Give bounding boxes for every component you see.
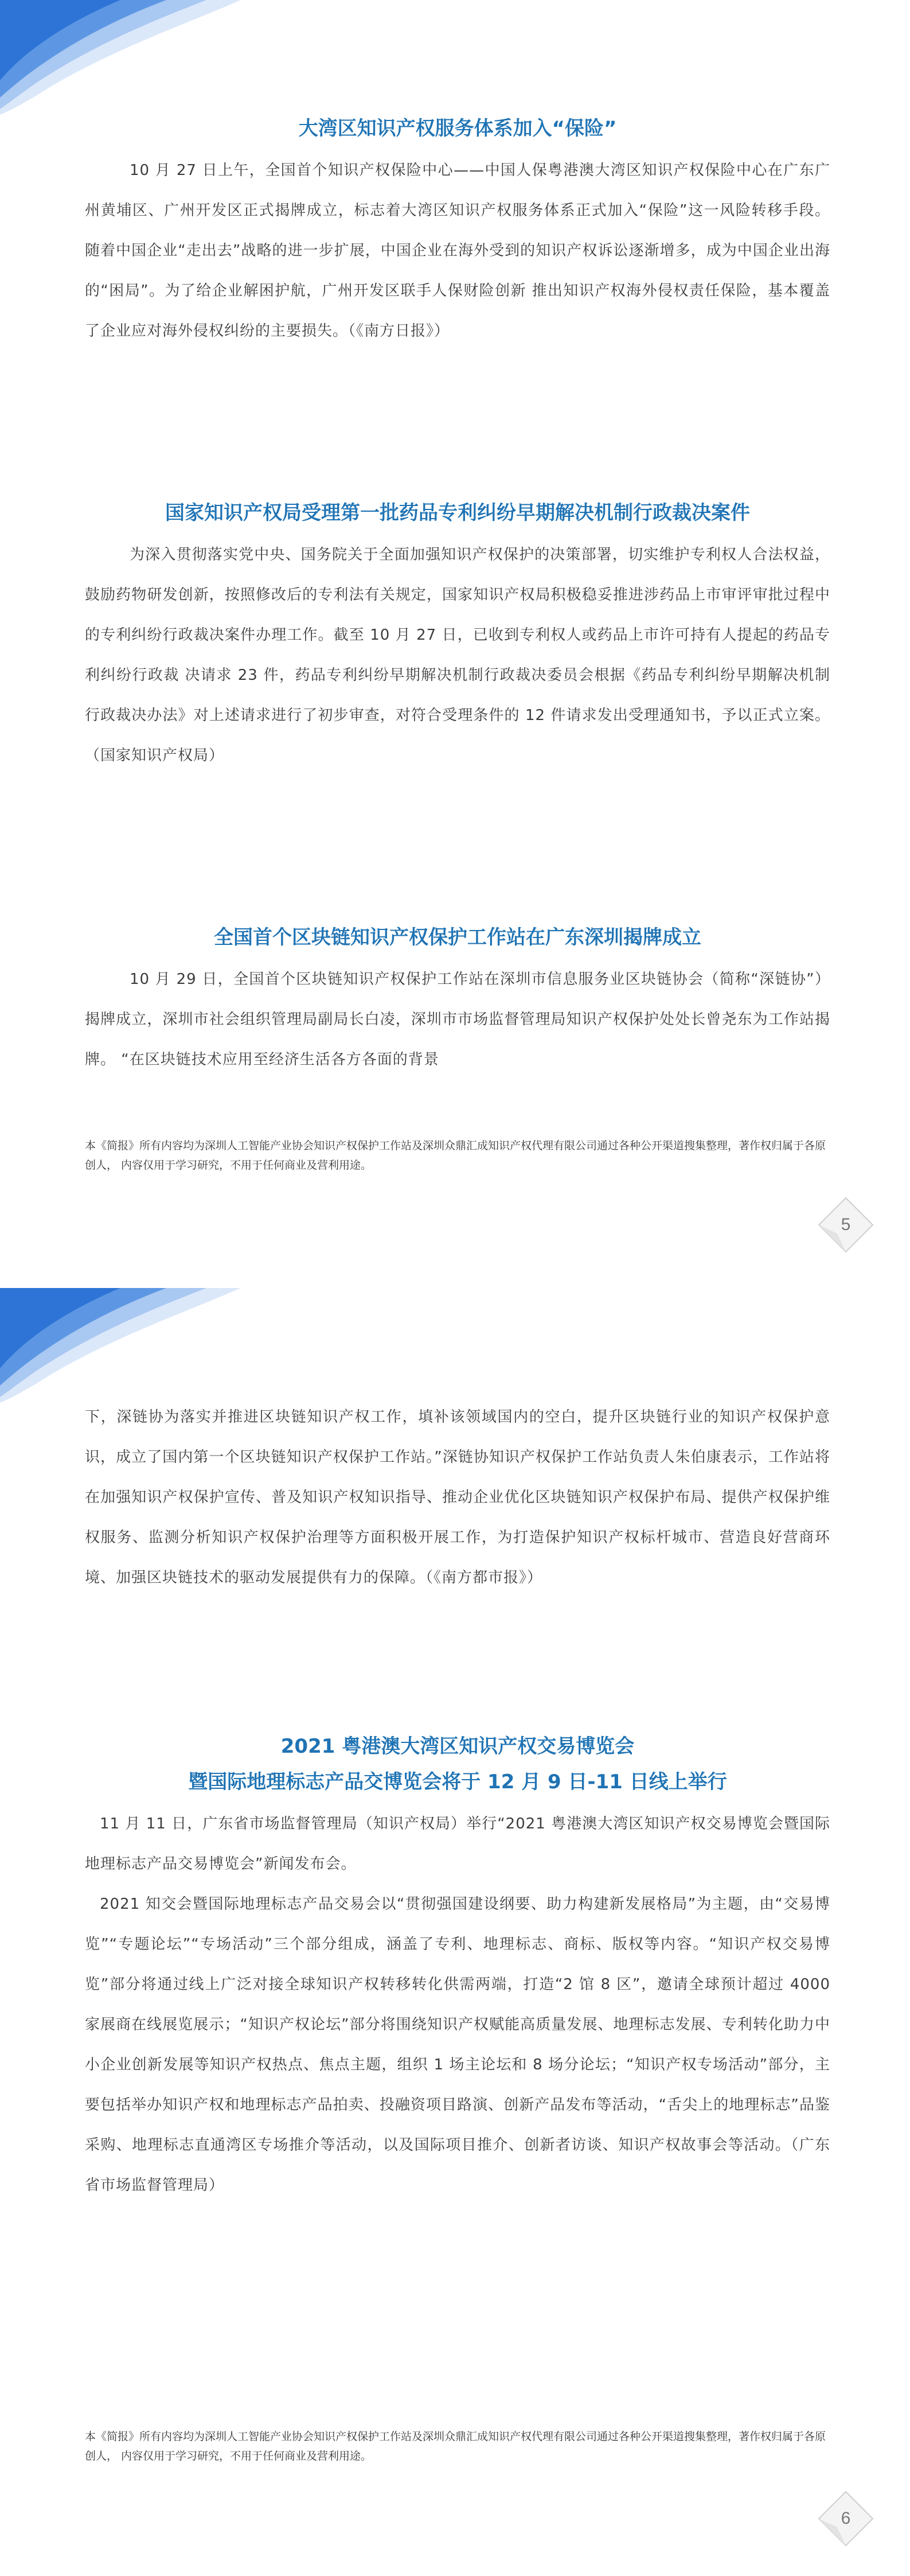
article-paragraph: 10 月 29 日，全国首个区块链知识产权保护工作站在深圳市信息服务业区块链协会（简称“深链协”）揭牌成立，深圳市社会组织管理局副局长白凌，深圳市市场监督管理局知识产权保护处处长曾尧东为工作站揭牌。 “在区块链技术应用至经济生活各方各面的背景: [85, 971, 830, 1068]
disclaimer-text: 本《简报》所有内容均为深圳人工智能产业协会知识产权保护工作站及深圳众鼎汇成知识产权代理有限公司通过各种公开渠道搜集整理，著作权归属于各原创人， 内容仅用于学习研究，不用于任何商业及营利用途。: [85, 2430, 826, 2462]
article-title-line-1: 2021 粤港澳大湾区知识产权交易博览会: [280, 1735, 635, 1758]
article-blockchain-ip-station: [85, 924, 830, 1080]
disclaimer-text: 本《简报》所有内容均为深圳人工智能产业协会知识产权保护工作站及深圳众鼎汇成知识产权代理有限公司通过各种公开渠道搜集整理，著作权归属于各原创人， 内容仅用于学习研究，不用于任何商业及营利用途。: [85, 1139, 826, 1172]
article-gba-ip-expo: [85, 1733, 830, 2205]
page-number: 6: [841, 2509, 851, 2528]
article-drug-patent-ruling: [85, 499, 830, 776]
article-paragraph: 下，深链协为落实并推进区块链知识产权工作，填补该领域国内的空白，提升区块链行业的知识产权保护意识，成立了国内第一个区块链知识产权保护工作站。”深链协知识产权保护工作站负责人朱伯康表示，工作站将在加强知识产权保护宣传、普及知识产权知识指导、推动企业优化区块链知识产权保护布局、提供产权保护维权服务、监测分析知识产权保护治理等方面积极开展工作，为打造保护知识产权标杆城市、营造良好营商环境、加强区块链技术的驱动发展提供有力的保障。（《南方都市报》）: [85, 1408, 830, 1586]
corner-wave-decoration: [0, 0, 264, 115]
page-number: 5: [841, 1215, 851, 1234]
article-paragraph: 10 月 27 日上午，全国首个知识产权保险中心——中国人保粤港澳大湾区知识产权保险中心在广东广州黄埔区、广州开发区正式揭牌成立，标志着大湾区知识产权服务体系正式加入“保险”这一风险转移手段。 随着中国企业“走出去”战略的进一步扩展，中国企业在海外受到的知识产权诉讼逐渐增多，成为中国企业出海的“困局”。为了给企业解困护航，广州开发区联手人保财险创新 推出知识产权海外侵权责任保险，基本覆盖了企业应对海外侵权纠纷的主要损失。（《南方日报》）: [85, 162, 830, 340]
article-title: 大湾区知识产权服务体系加入“保险”: [298, 117, 617, 140]
article-title: 全国首个区块链知识产权保护工作站在广东深圳揭牌成立: [214, 926, 701, 949]
article-blockchain-continuation: [85, 1397, 830, 1598]
article-title-line-2: 暨国际地理标志产品交博览会将于 12 月 9 日-11 日线上举行: [188, 1770, 727, 1793]
article-title: 国家知识产权局受理第一批药品专利纠纷早期解决机制行政裁决案件: [165, 501, 750, 524]
page-number-badge: [814, 1193, 877, 1256]
article-paragraph: 为深入贯彻落实党中央、国务院关于全面加强知识产权保护的决策部署，切实维护专利权人合法权益，鼓励药物研发创新，按照修改后的专利法有关规定，国家知识产权局积极稳妥推进涉药品上市审评审批过程中的专利纠纷行政裁决案件办理工作。截至 10 月 27 日，已收到专利权人或药品上市许可持有人提起的药品专利纠纷行政裁 决请求 23 件，药品专利纠纷早期解决机制行政裁决委员会根据《药品专利纠纷早期解决机制行政裁决办法》对上述请求进行了初步审查，对符合受理条件的 12 件请求发出受理通知书，予以正式立案。（国家知识产权局）: [85, 546, 830, 764]
page-number-badge: [814, 2487, 877, 2550]
page-6: [0, 1288, 910, 2576]
article-ip-insurance: [85, 115, 830, 351]
article-paragraph: 11 月 11 日，广东省市场监督管理局（知识产权局）举行“2021 粤港澳大湾区知识产权交易博览会暨国际地理标志产品交易博览会”新闻发布会。: [85, 1815, 830, 1873]
article-paragraph: 2021 知交会暨国际地理标志产品交易会以“贯彻强国建设纲要、助力构建新发展格局”为主题，由“交易博览”“专题论坛”“专场活动”三个部分组成，涵盖了专利、地理标志、商标、版权等内容。“知识产权交易博览”部分将通过线上广泛对接全球知识产权转移转化供需两端，打造“2 馆 8 区”，邀请全球预计超过 4000 家展商在线展览展示；“知识产权论坛”部分将围绕知识产权赋能高质量发展、地理标志发展、专利转化助力中小企业创新发展等知识产权热点、焦点主题，组织 1 场主论坛和 8 场分论坛；“知识产权专场活动”部分，主要包括举办知识产权和地理标志产品拍卖、投融资项目路演、创新产品发布等活动，“舌尖上的地理标志”品鉴采购、地理标志直通湾区专场推介等活动，以及国际项目推介、创新者访谈、知识产权故事会等活动。（广东省市场监督管理局）: [85, 1896, 830, 2194]
corner-wave-decoration: [0, 1288, 264, 1403]
